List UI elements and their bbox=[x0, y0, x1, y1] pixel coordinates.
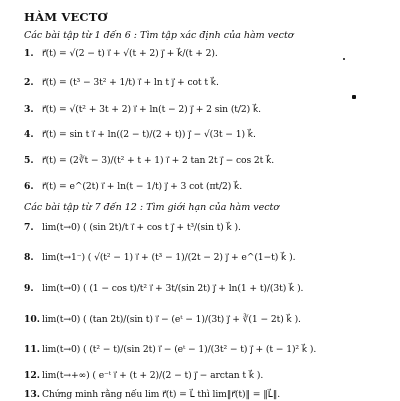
exercise-text: r⃗(t) = e^(2t) i⃗ + ln(t − 1/t) j⃗ + 3 cot (πt/2) k⃗. bbox=[42, 181, 243, 192]
exercise-number: 9. bbox=[24, 283, 34, 294]
exercise-number: 1. bbox=[24, 48, 34, 59]
exercise-text: r⃗(t) = √(t² + 3t + 2) i⃗ + ln(t − 2) j⃗ + 2 sin (t/2) k⃗. bbox=[42, 104, 261, 115]
exercise-text: r⃗(t) = (t³ − 3t² + 1/t) i⃗ + ln t j⃗ + cot t k⃗. bbox=[42, 77, 219, 88]
exercise-number: 10. bbox=[24, 314, 40, 325]
exercise-number: 2. bbox=[24, 77, 34, 88]
ink-speck bbox=[343, 58, 345, 60]
exercise-2 bbox=[24, 77, 219, 89]
exercise-text: r⃗(t) = (2∛t − 3)/(t² + t + 1) i⃗ + 2 tan 2t j⃗ − cos 2t k⃗. bbox=[42, 155, 275, 166]
exercise-number: 5. bbox=[24, 155, 34, 166]
exercise-number: 3. bbox=[24, 104, 34, 115]
exercise-4 bbox=[24, 129, 256, 141]
exercise-8 bbox=[24, 252, 295, 264]
exercise-text: lim(t→+∞) ( e⁻ᵗ i⃗ + (t + 2)/(2 − t) j⃗ − arctan t k⃗ ). bbox=[42, 370, 264, 381]
exercise-text: lim(t→0) ( (1 − cos t)/t² i⃗ + 3t/(sin 2t) j⃗ + ln(1 + t)/(3t) k⃗ ). bbox=[42, 283, 304, 294]
exercise-number: 6. bbox=[24, 181, 34, 192]
exercise-7 bbox=[24, 222, 241, 234]
exercise-6 bbox=[24, 181, 242, 193]
exercise-1 bbox=[24, 48, 218, 60]
exercise-text: Chứng minh rằng nếu lim r⃗(t) = L⃗ thì lim‖r⃗(t)‖ = ‖L⃗‖. bbox=[42, 389, 281, 400]
exercise-5 bbox=[24, 155, 274, 167]
exercise-11 bbox=[24, 344, 316, 356]
exercise-text: r⃗(t) = sin t i⃗ + ln((2 − t)/(2 + t)) j⃗ − √(3t − 1) k⃗. bbox=[42, 129, 256, 140]
ink-speck bbox=[352, 95, 356, 99]
exercise-number: 13. bbox=[24, 389, 40, 400]
exercise-number: 8. bbox=[24, 252, 34, 263]
exercise-number: 11. bbox=[24, 344, 40, 355]
exercise-10 bbox=[24, 314, 301, 326]
exercise-12 bbox=[24, 370, 263, 382]
exercise-13 bbox=[24, 389, 280, 401]
exercise-number: 12. bbox=[24, 370, 40, 381]
section-heading: HÀM VECTƠ bbox=[24, 10, 108, 24]
exercise-3 bbox=[24, 104, 261, 116]
instruction-1-6: Các bài tập từ 1 đến 6 : Tìm tập xác định của hàm vectơ bbox=[24, 30, 294, 41]
exercise-number: 4. bbox=[24, 129, 34, 140]
exercise-text: r⃗(t) = √(2 − t) i⃗ + √(t + 2) j⃗ + k⃗/(t + 2). bbox=[42, 48, 218, 59]
instruction-7-12: Các bài tập từ 7 đến 12 : Tìm giới hạn của hàm vectơ bbox=[24, 202, 280, 213]
exercise-text: lim(t→0) ( (sin 2t)/t i⃗ + cos t j⃗ + t³/(sin t) k⃗ ). bbox=[42, 222, 241, 233]
exercise-text: lim(t→1⁻) ( √(t² − 1) i⃗ + (t³ − 1)/(2t − 2) j⃗ + e^(1−t) k⃗ ). bbox=[42, 252, 296, 263]
exercise-9 bbox=[24, 283, 303, 295]
exercise-number: 7. bbox=[24, 222, 34, 233]
exercise-text: lim(t→0) ( (tan 2t)/(sin t) i⃗ − (eᵗ − 1)/(3t) j⃗ + ∛(1 − 2t) k⃗ ). bbox=[42, 314, 301, 325]
exercise-text: lim(t→0) ( (t² − t)/(sin 2t) i⃗ − (eᵗ − 1)/(3t² − t) j⃗ + (t − 1)² k⃗ ). bbox=[42, 344, 317, 355]
